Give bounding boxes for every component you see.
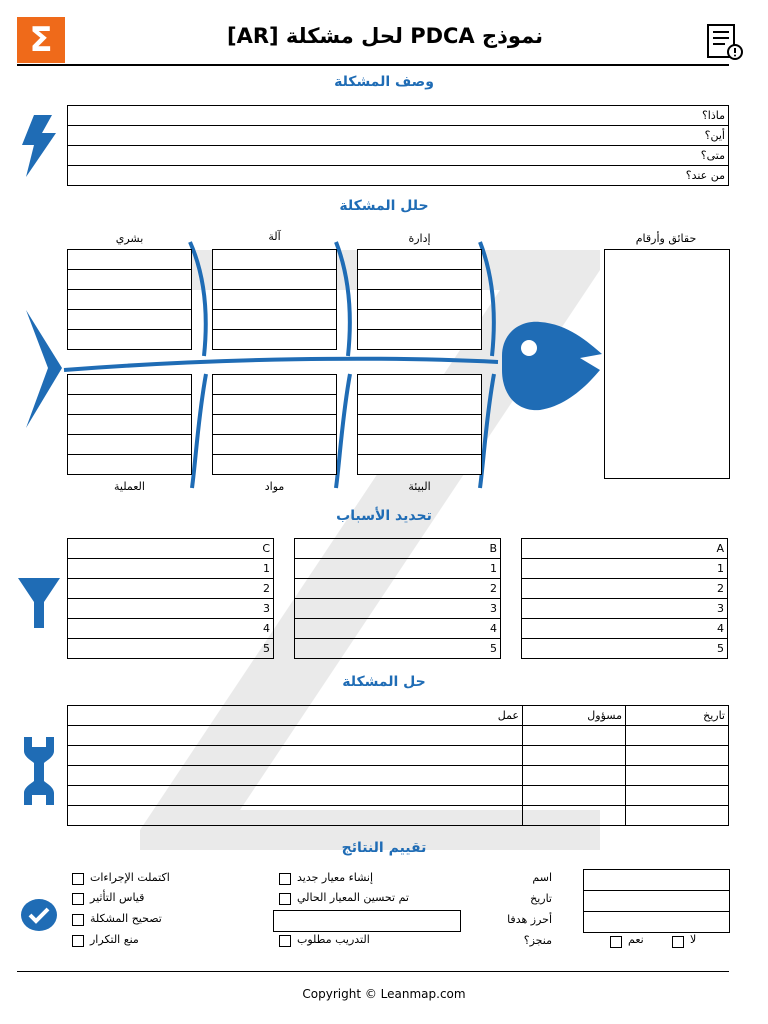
cause-row[interactable]: 3 [68,599,274,619]
label-process: العملية [114,480,145,493]
col-owner: مسؤول [523,706,626,726]
logo-glyph: Σ [29,20,53,60]
footer-divider [17,971,729,972]
label-measure-impact: قياس التأثير [90,891,145,904]
check-no[interactable] [672,935,684,948]
checkbox[interactable] [610,936,622,948]
describe-row-when[interactable]: متى؟ [68,146,729,166]
label-management: إدارة [408,232,431,245]
label-actions-complete: اكتملت الإجراءات [90,871,170,884]
table-row [68,746,729,766]
cause-row[interactable]: 3 [522,599,728,619]
describe-row-who[interactable]: من عند؟ [68,166,729,186]
cause-row[interactable]: 5 [68,639,274,659]
name-field[interactable] [583,869,730,891]
cause-row[interactable]: 2 [522,579,728,599]
label-date: تاريخ [530,892,552,905]
label-facts: حقائق وأرقام [635,232,697,245]
label-done: منجز؟ [523,934,552,947]
date-field[interactable] [583,890,730,912]
causes-table-a [521,538,728,659]
free-text-field[interactable] [273,910,461,932]
check-prevent-recur[interactable] [72,934,84,947]
check-actions-complete[interactable] [72,872,84,885]
label-new-standard: إنشاء معيار جديد [297,871,374,884]
label-fix-problem: تصحيح المشكلة [90,912,162,925]
label-human: بشري [115,232,144,245]
logo [17,17,65,63]
cause-row[interactable]: 4 [522,619,728,639]
causes-c-header: C [68,539,274,559]
table-row [68,726,729,746]
solve-table [67,705,729,826]
cause-row[interactable]: 2 [68,579,274,599]
checkbox[interactable] [279,893,291,905]
check-yes[interactable] [610,935,622,948]
checkbox[interactable] [72,914,84,926]
label-goal-achieved: أحرز هدفا [507,913,552,926]
checkbox[interactable] [672,936,684,948]
lightning-icon [20,115,62,177]
checkbox[interactable] [279,935,291,947]
funnel-icon [18,578,60,628]
checkbox[interactable] [72,873,84,885]
col-date: تاريخ [626,706,729,726]
causes-b-header: B [295,539,501,559]
label-training: التدريب مطلوب [297,933,370,946]
cause-row[interactable]: 4 [295,619,501,639]
table-row [68,766,729,786]
management-box[interactable] [357,249,482,350]
causes-table-c [67,538,274,659]
check-new-standard[interactable] [279,872,291,885]
wrench-icon [22,737,56,805]
check-improve-standard[interactable] [279,892,291,905]
checkbox[interactable] [72,893,84,905]
table-row [68,786,729,806]
label-yes: نعم [628,933,644,946]
check-circle-icon [20,898,58,932]
analysis-title: حلل المشكلة [339,198,429,214]
facts-box[interactable] [604,249,730,479]
checkbox[interactable] [279,873,291,885]
cause-row[interactable]: 1 [522,559,728,579]
causes-title: تحديد الأسباب [336,508,432,524]
page-title: نموذج PDCA لحل مشكلة [AR] [226,24,544,48]
header-divider [17,64,729,66]
cause-row[interactable]: 2 [295,579,501,599]
solve-title: حل المشكلة [342,674,426,690]
label-materials: مواد [264,480,285,493]
label-improve-standard: تم تحسين المعيار الحالي [297,891,409,904]
check-fix-problem[interactable] [72,913,84,926]
process-box[interactable] [67,374,192,475]
goal-field[interactable] [583,911,730,933]
describe-table [67,105,729,186]
document-alert-icon [705,22,745,62]
machine-box[interactable] [212,249,337,350]
cause-row[interactable]: 5 [522,639,728,659]
col-action: عمل [68,706,523,726]
describe-row-what[interactable]: ماذا؟ [68,106,729,126]
describe-row-where[interactable]: أين؟ [68,126,729,146]
checkbox[interactable] [72,935,84,947]
label-prevent-recur: منع التكرار [90,933,139,946]
materials-box[interactable] [212,374,337,475]
causes-table-b [294,538,501,659]
label-environment: البيئة [408,480,431,493]
check-training[interactable] [279,934,291,947]
causes-a-header: A [522,539,728,559]
human-box[interactable] [67,249,192,350]
table-row [68,806,729,826]
check-measure-impact[interactable] [72,892,84,905]
copyright: Copyright © Leanmap.com [302,987,466,1001]
cause-row[interactable]: 5 [295,639,501,659]
label-no: لا [690,933,697,946]
label-name: اسم [532,871,552,884]
cause-row[interactable]: 1 [68,559,274,579]
environment-box[interactable] [357,374,482,475]
describe-title: وصف المشكلة [334,74,434,90]
cause-row[interactable]: 1 [295,559,501,579]
label-machine: آلة [268,230,281,243]
cause-row[interactable]: 4 [68,619,274,639]
evaluate-title: تقييم النتائج [341,840,427,856]
cause-row[interactable]: 3 [295,599,501,619]
